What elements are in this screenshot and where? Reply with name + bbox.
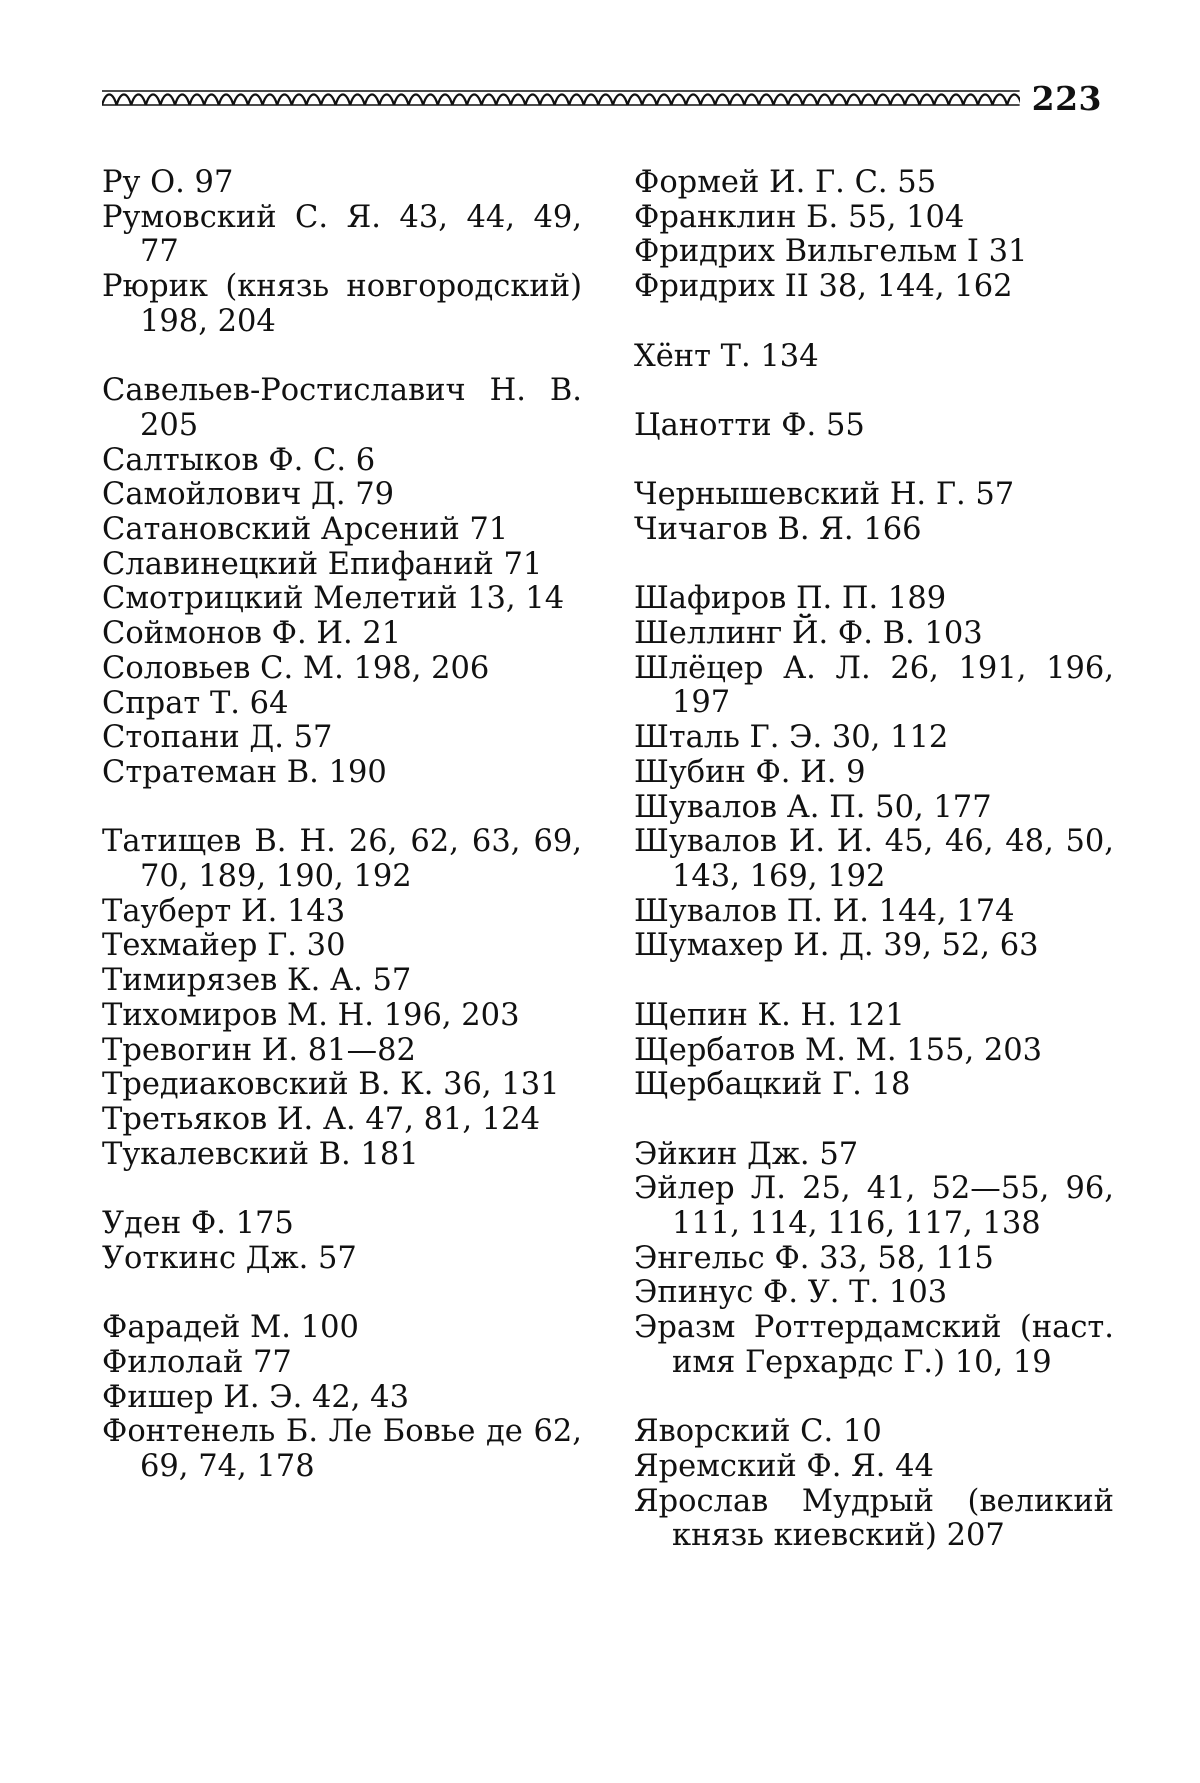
index-entry: Соймонов Ф. И. 21 (102, 616, 402, 652)
section-gap (634, 964, 1114, 999)
index-column-left (102, 166, 582, 1485)
ornament-wave-icon (102, 87, 1020, 109)
section-gap (634, 548, 1114, 583)
index-entry: Фридрих II 38, 144, 162 (634, 269, 1013, 305)
section-gap (634, 374, 1114, 409)
index-entry: Эйлер Л. 25, 41, 52—55, 96, 111, 114, 116, 117, 138 (634, 1171, 1114, 1241)
index-entry: Чернышевский Н. Г. 57 (634, 477, 1015, 513)
index-entry: Уоткинс Дж. 57 (102, 1240, 357, 1276)
index-entry: Шлёцер А. Л. 26, 191, 196, 197 (634, 650, 1114, 721)
ornamental-rule (102, 87, 1020, 109)
index-entry: Соловьев С. М. 198, 206 (102, 650, 490, 686)
index-entry: Рюрик (князь новгородский) 198, 204 (102, 269, 582, 339)
index-entry: Шувалов А. П. 50, 177 (634, 789, 992, 825)
index-entry: Шумахер И. Д. 39, 52, 63 (634, 928, 1039, 964)
section-gap (102, 791, 582, 826)
index-entry: Салтыков Ф. С. 6 (102, 442, 376, 478)
index-entry: Щербацкий Г. 18 (634, 1067, 911, 1103)
section-gap (102, 1276, 582, 1311)
index-column-right (634, 166, 1114, 1554)
index-entry: Цанотти Ф. 55 (634, 407, 865, 443)
section-gap (634, 1381, 1114, 1416)
index-entry: Тимирязев К. А. 57 (102, 963, 412, 999)
index-entry: Франклин Б. 55, 104 (634, 199, 965, 235)
index-entry: Фонтенель Б. Ле Бовье де 62, 69, 74, 178 (102, 1414, 582, 1484)
index-entry: Эразм Роттердамский (наст. имя Герхардс Г.) 10, 19 (634, 1310, 1114, 1380)
index-entry: Тревогин И. 81—82 (102, 1032, 416, 1068)
index-entry: Энгельс Ф. 33, 58, 115 (634, 1240, 994, 1276)
index-entry: Татищев В. Н. 26, 62, 63, 69, 70, 189, 190, 192 (102, 824, 582, 895)
index-entry: Щепин К. Н. 121 (634, 997, 905, 1033)
section-gap (634, 1103, 1114, 1138)
index-entry: Ярослав Мудрый (великий князь киевский) 207 (634, 1483, 1114, 1554)
index-entry: Шталь Г. Э. 30, 112 (634, 720, 949, 756)
section-gap (634, 305, 1114, 340)
index-entry: Самойлович Д. 79 (102, 477, 395, 513)
index-entry: Смотрицкий Мелетий 13, 14 (102, 581, 565, 617)
page-header (102, 72, 1102, 124)
index-entry: Тауберт И. 143 (102, 893, 346, 929)
index-entry: Хёнт Т. 134 (634, 338, 819, 374)
index-entry: Фишер И. Э. 42, 43 (102, 1379, 409, 1415)
index-entry: Шувалов П. И. 144, 174 (634, 893, 1015, 929)
index-entry: Чичагов В. Я. 166 (634, 511, 922, 547)
index-entry: Шубин Ф. И. 9 (634, 754, 866, 790)
index-entry: Техмайер Г. 30 (102, 928, 346, 964)
page-number: 223 (1031, 78, 1102, 118)
index-entry: Стратеман В. 190 (102, 754, 387, 790)
index-entry: Яремский Ф. Я. 44 (634, 1448, 934, 1484)
index-entry: Стопани Д. 57 (102, 720, 333, 756)
index-entry: Яворский С. 10 (634, 1414, 882, 1450)
index-entry: Фридрих Вильгельм I 31 (634, 234, 1028, 270)
index-entry: Шеллинг Й. Ф. В. 103 (634, 616, 983, 652)
index-entry: Формей И. Г. С. 55 (634, 165, 937, 200)
index-entry: Фарадей М. 100 (102, 1310, 359, 1346)
index-entry: Щербатов М. М. 155, 203 (634, 1032, 1043, 1068)
index-entry: Третьяков И. А. 47, 81, 124 (102, 1101, 541, 1137)
index-entry: Эпинус Ф. У. Т. 103 (634, 1275, 948, 1311)
index-entry: Савельев-Ростиславич Н. В. 205 (102, 373, 582, 443)
index-entry: Сатановский Арсений 71 (102, 512, 509, 548)
section-gap (102, 340, 582, 375)
index-entry: Тихомиров М. Н. 196, 203 (102, 997, 520, 1033)
index-entry: Шафиров П. П. 189 (634, 581, 947, 617)
index-entry: Филолай 77 (102, 1344, 292, 1380)
index-entry: Тукалевский В. 181 (102, 1136, 419, 1172)
index-entry: Уден Ф. 175 (102, 1206, 294, 1242)
index-entry: Тредиаковский В. К. 36, 131 (102, 1067, 560, 1103)
section-gap (102, 1172, 582, 1207)
index-entry: Румовский С. Я. 43, 44, 49, 77 (102, 199, 582, 270)
index-entry: Славинецкий Епифаний 71 (102, 546, 543, 582)
index-entry: Эйкин Дж. 57 (634, 1136, 859, 1172)
index-entry: Ру О. 97 (102, 165, 234, 200)
index-entry: Шувалов И. И. 45, 46, 48, 50, 143, 169, 192 (634, 824, 1114, 894)
section-gap (634, 444, 1114, 479)
index-entry: Спрат Т. 64 (102, 685, 289, 721)
